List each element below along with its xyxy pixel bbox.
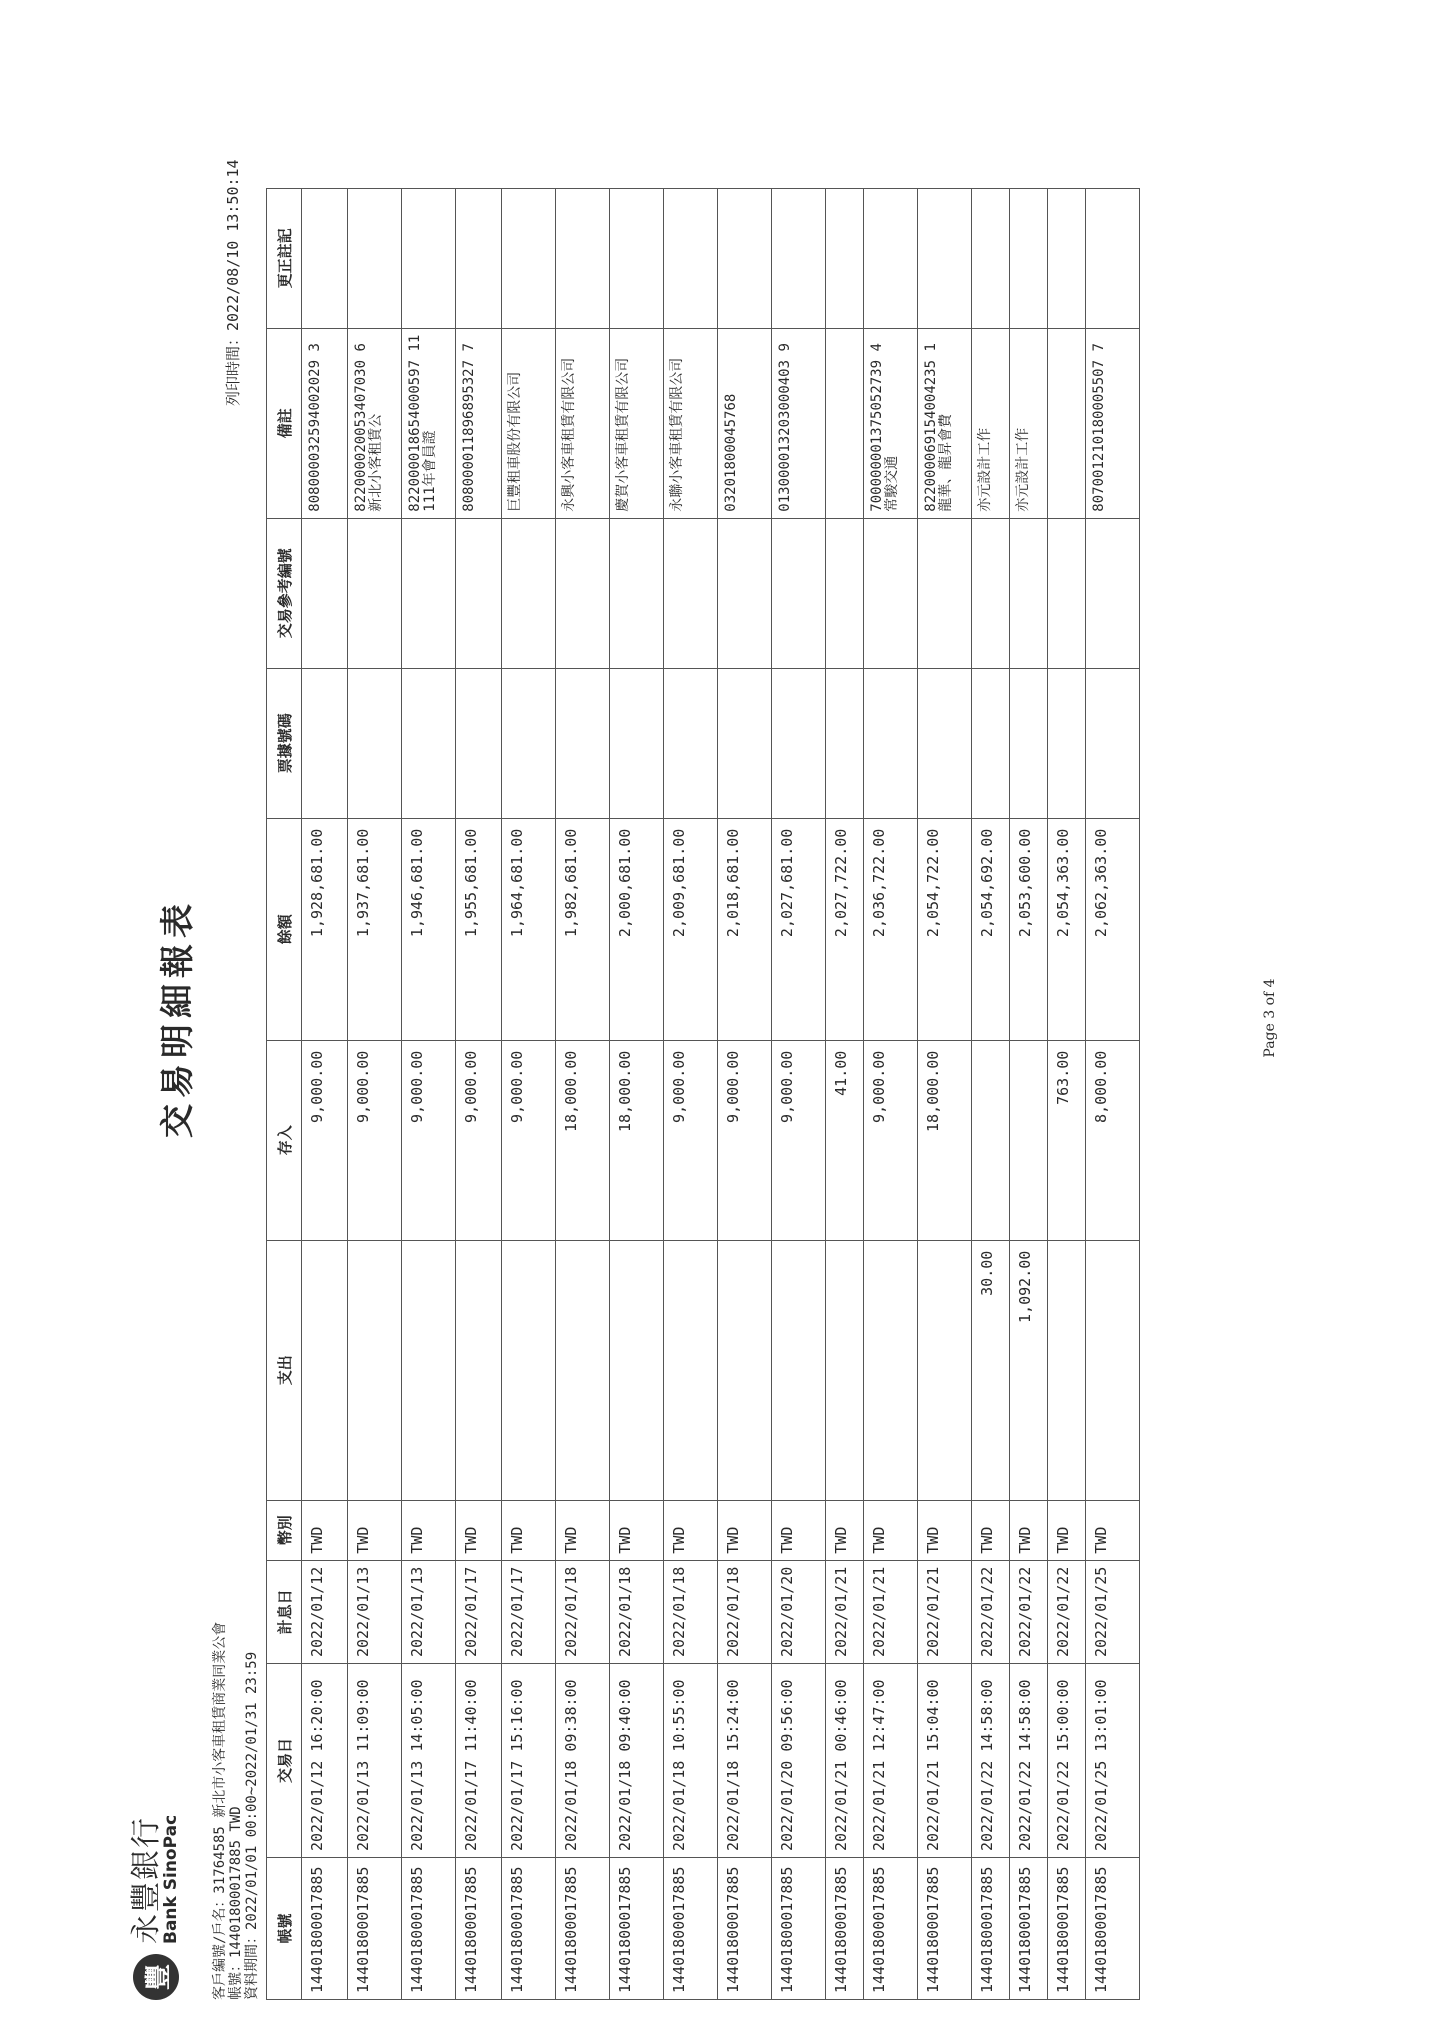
period-info: 資料期間：2022/01/01 00:00~2022/01/31 23:59 bbox=[244, 1651, 260, 2000]
report-title: 交易明細報表 bbox=[158, 898, 198, 1138]
cell-credit: 9,000.00 bbox=[502, 1040, 556, 1240]
table-row bbox=[610, 188, 664, 1999]
cell-credit: 8,000.00 bbox=[1086, 1040, 1140, 1240]
cell-ref-no bbox=[772, 518, 826, 668]
table-row bbox=[826, 188, 864, 1999]
cell-cheque-no bbox=[502, 668, 556, 818]
cell-currency: TWD bbox=[1086, 1500, 1140, 1560]
cell-balance: 2,018,681.00 bbox=[718, 818, 772, 1040]
cell-credit: 9,000.00 bbox=[348, 1040, 402, 1240]
bank-logo-icon: 豐 bbox=[133, 1954, 179, 2000]
cell-cheque-no bbox=[302, 668, 348, 818]
table-row bbox=[718, 188, 772, 1999]
cell-correction bbox=[556, 188, 610, 328]
cell-account: 14401800017885 bbox=[348, 1858, 402, 2000]
cell-currency: TWD bbox=[502, 1500, 556, 1560]
cell-debit bbox=[826, 1240, 864, 1500]
cell-account: 14401800017885 bbox=[610, 1858, 664, 2000]
cell-account: 14401800017885 bbox=[556, 1858, 610, 2000]
cell-txn-date: 2022/01/12 16:20:00 bbox=[302, 1664, 348, 1858]
cell-correction bbox=[1048, 188, 1086, 328]
cell-note: 700000001375052739 4常駿交通 bbox=[864, 328, 918, 518]
cell-ref-no bbox=[664, 518, 718, 668]
cell-balance: 2,054,692.00 bbox=[972, 818, 1010, 1040]
cell-debit bbox=[456, 1240, 502, 1500]
cell-correction bbox=[1086, 188, 1140, 328]
table-row bbox=[348, 188, 402, 1999]
cell-credit: 9,000.00 bbox=[864, 1040, 918, 1240]
cell-txn-date: 2022/01/25 13:01:00 bbox=[1086, 1664, 1140, 1858]
cell-txn-date: 2022/01/18 10:55:00 bbox=[664, 1664, 718, 1858]
cell-txn-date: 2022/01/22 14:58:00 bbox=[1010, 1664, 1048, 1858]
cell-balance: 1,946,681.00 bbox=[402, 818, 456, 1040]
cell-debit bbox=[402, 1240, 456, 1500]
cell-credit: 763.00 bbox=[1048, 1040, 1086, 1240]
cell-debit bbox=[1048, 1240, 1086, 1500]
cell-ref-no bbox=[864, 518, 918, 668]
cell-debit bbox=[772, 1240, 826, 1500]
cell-value-date: 2022/01/12 bbox=[302, 1560, 348, 1663]
cell-txn-date: 2022/01/21 00:46:00 bbox=[826, 1664, 864, 1858]
cell-credit bbox=[1010, 1040, 1048, 1240]
cell-cheque-no bbox=[864, 668, 918, 818]
cell-currency: TWD bbox=[772, 1500, 826, 1560]
cell-debit bbox=[664, 1240, 718, 1500]
cell-currency: TWD bbox=[826, 1500, 864, 1560]
table-row bbox=[972, 188, 1010, 1999]
cell-debit bbox=[610, 1240, 664, 1500]
cell-credit: 18,000.00 bbox=[556, 1040, 610, 1240]
cell-currency: TWD bbox=[610, 1500, 664, 1560]
cell-account: 14401800017885 bbox=[456, 1858, 502, 2000]
cell-debit bbox=[502, 1240, 556, 1500]
cell-cheque-no bbox=[556, 668, 610, 818]
cell-cheque-no bbox=[664, 668, 718, 818]
cell-ref-no bbox=[456, 518, 502, 668]
cell-debit bbox=[1086, 1240, 1140, 1500]
cell-value-date: 2022/01/20 bbox=[772, 1560, 826, 1663]
cell-note: 巨豐租車股份有限公司 bbox=[502, 328, 556, 518]
cell-value-date: 2022/01/17 bbox=[502, 1560, 556, 1663]
cell-balance: 2,027,681.00 bbox=[772, 818, 826, 1040]
cell-balance: 2,036,722.00 bbox=[864, 818, 918, 1040]
cell-correction bbox=[718, 188, 772, 328]
cell-value-date: 2022/01/21 bbox=[918, 1560, 972, 1663]
cell-credit: 9,000.00 bbox=[664, 1040, 718, 1240]
cell-note: 808000032594002029 3 bbox=[302, 328, 348, 518]
cell-credit: 18,000.00 bbox=[610, 1040, 664, 1240]
cell-value-date: 2022/01/18 bbox=[718, 1560, 772, 1663]
cell-ref-no bbox=[1010, 518, 1048, 668]
cell-note: 822000020053407030 6新北小客租賃公 bbox=[348, 328, 402, 518]
table-header-row bbox=[267, 188, 302, 1999]
cell-currency: TWD bbox=[718, 1500, 772, 1560]
cell-note: 0320180004576​8 bbox=[718, 328, 772, 518]
cell-cheque-no bbox=[610, 668, 664, 818]
cell-credit: 18,000.00 bbox=[918, 1040, 972, 1240]
cell-credit: 9,000.00 bbox=[772, 1040, 826, 1240]
col-header: 餘額 bbox=[267, 818, 302, 1040]
cell-ref-no bbox=[556, 518, 610, 668]
cell-correction bbox=[918, 188, 972, 328]
cell-currency: TWD bbox=[864, 1500, 918, 1560]
cell-account: 14401800017885 bbox=[502, 1858, 556, 2000]
col-header: 交易參考編號 bbox=[267, 518, 302, 668]
cell-debit bbox=[302, 1240, 348, 1500]
cell-balance: 1,928,681.00 bbox=[302, 818, 348, 1040]
cell-balance: 2,053,600.00 bbox=[1010, 818, 1048, 1040]
cell-account: 14401800017885 bbox=[302, 1858, 348, 2000]
cell-value-date: 2022/01/21 bbox=[826, 1560, 864, 1663]
cell-debit bbox=[718, 1240, 772, 1500]
cell-balance: 2,054,722.00 bbox=[918, 818, 972, 1040]
cell-note: 亦元設計工作 bbox=[972, 328, 1010, 518]
cell-cheque-no bbox=[402, 668, 456, 818]
cell-value-date: 2022/01/18 bbox=[556, 1560, 610, 1663]
cell-account: 14401800017885 bbox=[664, 1858, 718, 2000]
cell-txn-date: 2022/01/18 15:24:00 bbox=[718, 1664, 772, 1858]
cell-correction bbox=[972, 188, 1010, 328]
cell-ref-no bbox=[1086, 518, 1140, 668]
cell-txn-date: 2022/01/21 12:47:00 bbox=[864, 1664, 918, 1858]
cell-value-date: 2022/01/18 bbox=[664, 1560, 718, 1663]
cell-credit: 41.00 bbox=[826, 1040, 864, 1240]
table-row bbox=[456, 188, 502, 1999]
cell-balance: 2,062,363.00 bbox=[1086, 818, 1140, 1040]
cell-ref-no bbox=[302, 518, 348, 668]
cell-cheque-no bbox=[348, 668, 402, 818]
cell-ref-no bbox=[1048, 518, 1086, 668]
cell-txn-date: 2022/01/17 11:40:00 bbox=[456, 1664, 502, 1858]
cell-balance: 1,937,681.00 bbox=[348, 818, 402, 1040]
cell-cheque-no bbox=[918, 668, 972, 818]
cell-note bbox=[826, 328, 864, 518]
cell-correction bbox=[610, 188, 664, 328]
cell-note: 808000011896895327 7 bbox=[456, 328, 502, 518]
table-row bbox=[1048, 188, 1086, 1999]
cell-debit: 1,092.00 bbox=[1010, 1240, 1048, 1500]
customer-info: 客戶編號/戶名：31764585 新北市小客車租賃商業同業公會 bbox=[212, 1621, 228, 2000]
cell-note: 永聯小客車租賃有限公司 bbox=[664, 328, 718, 518]
cell-value-date: 2022/01/22 bbox=[1048, 1560, 1086, 1663]
cell-credit: 9,000.00 bbox=[402, 1040, 456, 1240]
cell-balance: 2,009,681.00 bbox=[664, 818, 718, 1040]
cell-correction bbox=[664, 188, 718, 328]
cell-balance: 1,955,681.00 bbox=[456, 818, 502, 1040]
cell-txn-date: 2022/01/18 09:38:00 bbox=[556, 1664, 610, 1858]
cell-ref-no bbox=[972, 518, 1010, 668]
cell-balance: 1,964,681.00 bbox=[502, 818, 556, 1040]
cell-note bbox=[1048, 328, 1086, 518]
col-header: 交易日 bbox=[267, 1664, 302, 1858]
cell-note: 013000013203000403 9 bbox=[772, 328, 826, 518]
cell-value-date: 2022/01/17 bbox=[456, 1560, 502, 1663]
cell-cheque-no bbox=[456, 668, 502, 818]
bank-name-zh: 永豐銀行 bbox=[129, 1816, 165, 1944]
cell-currency: TWD bbox=[556, 1500, 610, 1560]
cell-ref-no bbox=[918, 518, 972, 668]
col-header: 幣別 bbox=[267, 1500, 302, 1560]
cell-txn-date: 2022/01/20 09:56:00 bbox=[772, 1664, 826, 1858]
cell-debit: 30.00 bbox=[972, 1240, 1010, 1500]
transaction-table bbox=[266, 188, 1140, 2000]
table-row bbox=[1086, 188, 1140, 1999]
cell-ref-no bbox=[826, 518, 864, 668]
cell-account: 14401800017885 bbox=[1048, 1858, 1086, 2000]
cell-debit bbox=[918, 1240, 972, 1500]
cell-value-date: 2022/01/25 bbox=[1086, 1560, 1140, 1663]
cell-note: 慶賀小客車租賃有限公司 bbox=[610, 328, 664, 518]
cell-cheque-no bbox=[772, 668, 826, 818]
table-row bbox=[918, 188, 972, 1999]
cell-ref-no bbox=[718, 518, 772, 668]
cell-cheque-no bbox=[826, 668, 864, 818]
cell-correction bbox=[772, 188, 826, 328]
cell-currency: TWD bbox=[348, 1500, 402, 1560]
cell-cheque-no bbox=[972, 668, 1010, 818]
cell-correction bbox=[302, 188, 348, 328]
print-time: 列印時間：2022/08/10 13:50:14 bbox=[224, 159, 242, 406]
table-row bbox=[1010, 188, 1048, 1999]
cell-correction bbox=[826, 188, 864, 328]
account-info: 帳號：14401800017885 TWD bbox=[228, 1806, 244, 2000]
cell-value-date: 2022/01/13 bbox=[402, 1560, 456, 1663]
cell-ref-no bbox=[402, 518, 456, 668]
cell-value-date: 2022/01/22 bbox=[1010, 1560, 1048, 1663]
cell-correction bbox=[864, 188, 918, 328]
cell-txn-date: 2022/01/18 09:40:00 bbox=[610, 1664, 664, 1858]
cell-account: 14401800017885 bbox=[864, 1858, 918, 2000]
cell-note: 永興小客車租賃有限公司 bbox=[556, 328, 610, 518]
col-header: 票據號碼 bbox=[267, 668, 302, 818]
account-meta bbox=[212, 1622, 260, 2000]
cell-value-date: 2022/01/18 bbox=[610, 1560, 664, 1663]
cell-value-date: 2022/01/13 bbox=[348, 1560, 402, 1663]
cell-cheque-no bbox=[1086, 668, 1140, 818]
cell-correction bbox=[348, 188, 402, 328]
table-row bbox=[302, 188, 348, 1999]
table-row bbox=[402, 188, 456, 1999]
cell-txn-date: 2022/01/22 15:00:00 bbox=[1048, 1664, 1086, 1858]
cell-txn-date: 2022/01/13 14:05:00 bbox=[402, 1664, 456, 1858]
cell-account: 14401800017885 bbox=[718, 1858, 772, 2000]
table-row bbox=[502, 188, 556, 1999]
col-header: 存入 bbox=[267, 1040, 302, 1240]
cell-value-date: 2022/01/22 bbox=[972, 1560, 1010, 1663]
cell-value-date: 2022/01/21 bbox=[864, 1560, 918, 1663]
cell-txn-date: 2022/01/13 11:09:00 bbox=[348, 1664, 402, 1858]
cell-credit bbox=[972, 1040, 1010, 1240]
col-header: 支出 bbox=[267, 1240, 302, 1500]
col-header: 帳號 bbox=[267, 1858, 302, 2000]
cell-txn-date: 2022/01/17 15:16:00 bbox=[502, 1664, 556, 1858]
cell-correction bbox=[402, 188, 456, 328]
cell-account: 14401800017885 bbox=[826, 1858, 864, 2000]
cell-balance: 1,982,681.00 bbox=[556, 818, 610, 1040]
cell-currency: TWD bbox=[972, 1500, 1010, 1560]
table-row bbox=[772, 188, 826, 1999]
cell-account: 14401800017885 bbox=[1010, 1858, 1048, 2000]
cell-ref-no bbox=[610, 518, 664, 668]
cell-debit bbox=[556, 1240, 610, 1500]
page-number: Page 3 of 4 bbox=[1262, 978, 1278, 1058]
cell-account: 14401800017885 bbox=[402, 1858, 456, 2000]
cell-note: 822000018654000597 11111年會員證 bbox=[402, 328, 456, 518]
cell-account: 14401800017885 bbox=[772, 1858, 826, 2000]
cell-debit bbox=[864, 1240, 918, 1500]
cell-ref-no bbox=[348, 518, 402, 668]
cell-credit: 9,000.00 bbox=[302, 1040, 348, 1240]
cell-ref-no bbox=[502, 518, 556, 668]
cell-cheque-no bbox=[1048, 668, 1086, 818]
cell-account: 14401800017885 bbox=[972, 1858, 1010, 2000]
cell-currency: TWD bbox=[1048, 1500, 1086, 1560]
cell-txn-date: 2022/01/21 15:04:00 bbox=[918, 1664, 972, 1858]
cell-currency: TWD bbox=[664, 1500, 718, 1560]
cell-correction bbox=[1010, 188, 1048, 328]
cell-currency: TWD bbox=[402, 1500, 456, 1560]
cell-debit bbox=[348, 1240, 402, 1500]
cell-cheque-no bbox=[718, 668, 772, 818]
cell-currency: TWD bbox=[302, 1500, 348, 1560]
cell-note: 807001210180005507 7 bbox=[1086, 328, 1140, 518]
bank-name-en: Bank SinoPac bbox=[160, 1814, 181, 1944]
cell-credit: 9,000.00 bbox=[718, 1040, 772, 1240]
cell-credit: 9,000.00 bbox=[456, 1040, 502, 1240]
col-header: 計息日 bbox=[267, 1560, 302, 1663]
col-header: 備註 bbox=[267, 328, 302, 518]
cell-cheque-no bbox=[1010, 668, 1048, 818]
cell-correction bbox=[502, 188, 556, 328]
table-body bbox=[302, 188, 1140, 1999]
cell-balance: 2,000,681.00 bbox=[610, 818, 664, 1040]
cell-correction bbox=[456, 188, 502, 328]
table-row bbox=[556, 188, 610, 1999]
cell-currency: TWD bbox=[1010, 1500, 1048, 1560]
col-header: 更正註記 bbox=[267, 188, 302, 328]
cell-txn-date: 2022/01/22 14:58:00 bbox=[972, 1664, 1010, 1858]
cell-note: 亦元設計工作 bbox=[1010, 328, 1048, 518]
cell-note: 822000069154004235 1龍華、龍昇會費 bbox=[918, 328, 972, 518]
table-row bbox=[664, 188, 718, 1999]
cell-currency: TWD bbox=[918, 1500, 972, 1560]
cell-currency: TWD bbox=[456, 1500, 502, 1560]
cell-account: 14401800017885 bbox=[1086, 1858, 1140, 2000]
cell-account: 14401800017885 bbox=[918, 1858, 972, 2000]
table-row bbox=[864, 188, 918, 1999]
cell-balance: 2,027,722.00 bbox=[826, 818, 864, 1040]
cell-balance: 2,054,363.00 bbox=[1048, 818, 1086, 1040]
